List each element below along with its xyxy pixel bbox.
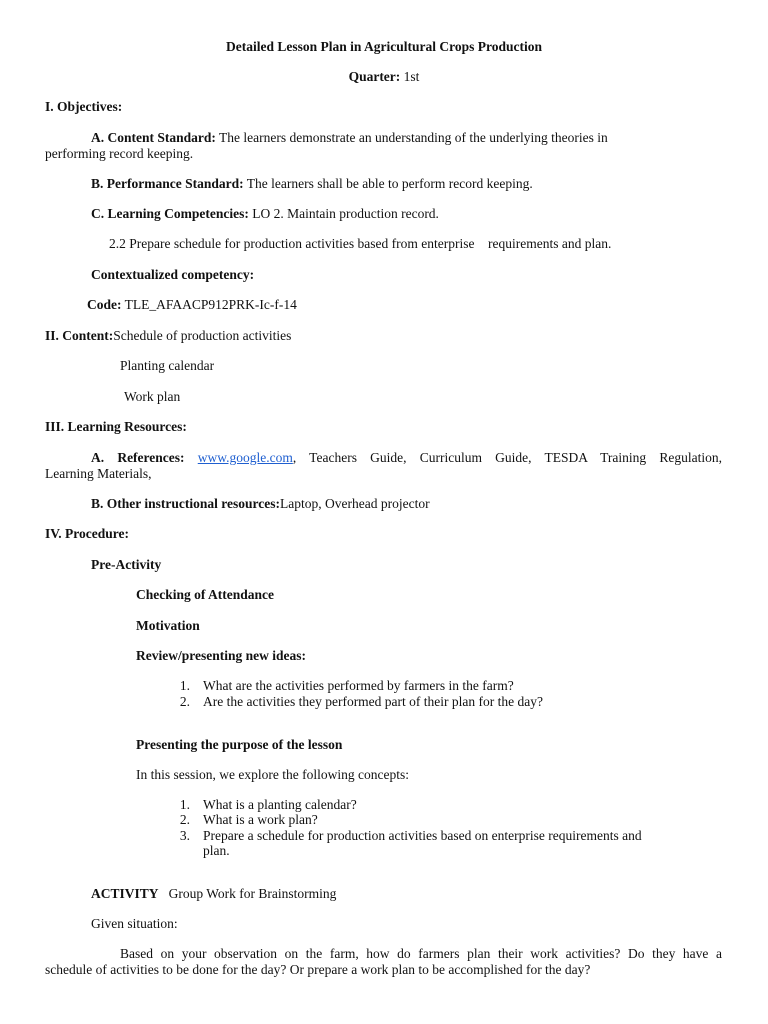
- performance-standard: [91, 176, 533, 192]
- content-standard-text: The learners demonstrate an understanding of the underlying theories in: [215, 130, 608, 145]
- situation-line-1: Based on your observation on the farm, how do farmers plan their work activities? Do they have a: [120, 946, 722, 961]
- references-label: A. References:: [91, 450, 185, 465]
- session-intro: In this session, we explore the following concepts:: [136, 767, 409, 782]
- learning-competencies-label: C. Learning Competencies:: [91, 206, 249, 221]
- code-line: [87, 297, 297, 313]
- quarter-line: [0, 69, 768, 85]
- code-label: Code:: [87, 297, 122, 312]
- situation-text: [45, 946, 722, 962]
- other-resources-text: Laptop, Overhead projector: [280, 496, 430, 511]
- content-standard: [91, 130, 608, 146]
- references-cont: Learning Materials,: [45, 466, 152, 481]
- code-value: TLE_AFAACP912PRK-Ic-f-14: [121, 297, 297, 312]
- list-number: 2.: [179, 694, 190, 709]
- resources-heading: III. Learning Resources:: [45, 419, 187, 434]
- content-section: [45, 328, 291, 344]
- review-heading: Review/presenting new ideas:: [136, 648, 306, 663]
- content-standard-cont: performing record keeping.: [45, 146, 194, 161]
- competency-sub-item: 2.2 Prepare schedule for production activities based from enterprise requirements and plan.: [109, 236, 612, 251]
- performance-standard-label: B. Performance Standard:: [91, 176, 244, 191]
- activity-label: ACTIVITY: [91, 886, 159, 901]
- content-item: Planting calendar: [120, 358, 215, 373]
- other-resources-label: B. Other instructional resources:: [91, 496, 280, 511]
- objectives-heading: I. Objectives:: [45, 99, 123, 114]
- procedure-heading: IV. Procedure:: [45, 526, 129, 541]
- list-number: 3.: [179, 828, 190, 843]
- concept-item: What is a work plan?: [203, 812, 318, 827]
- given-situation: Given situation:: [91, 916, 178, 931]
- document-title: Detailed Lesson Plan in Agricultural Crops Production: [225, 39, 543, 54]
- content-standard-label: A. Content Standard:: [91, 130, 216, 145]
- list-number: 2.: [179, 812, 190, 827]
- contextualized-competency: Contextualized competency:: [91, 267, 255, 282]
- references-line: [45, 450, 722, 466]
- activity-line: [91, 886, 336, 902]
- performance-standard-text: The learners shall be able to perform record keeping.: [243, 176, 533, 191]
- purpose-heading: Presenting the purpose of the lesson: [136, 737, 343, 752]
- list-number: 1.: [179, 797, 190, 812]
- pre-activity-heading: Pre-Activity: [91, 557, 162, 572]
- learning-competencies: [91, 206, 439, 222]
- content-text: Schedule of production activities: [113, 328, 292, 343]
- review-item: Are the activities they performed part of their plan for the day?: [203, 694, 543, 709]
- content-heading: II. Content:: [45, 328, 114, 343]
- list-number: 1.: [179, 678, 190, 693]
- concept-item-cont: plan.: [203, 843, 230, 858]
- concept-item: What is a planting calendar?: [203, 797, 357, 812]
- quarter-label: Quarter:: [348, 69, 401, 84]
- learning-competencies-text: LO 2. Maintain production record.: [248, 206, 439, 221]
- motivation-heading: Motivation: [136, 618, 200, 633]
- quarter-value: 1st: [400, 69, 420, 84]
- activity-text: Group Work for Brainstorming: [158, 886, 337, 901]
- other-resources: [91, 496, 430, 512]
- review-item: What are the activities performed by farmers in the farm?: [203, 678, 514, 693]
- concept-item: Prepare a schedule for production activities based on enterprise requirements and: [203, 828, 642, 843]
- google-link[interactable]: www.google.com: [197, 450, 293, 465]
- situation-text-cont: schedule of activities to be done for the day? Or prepare a work plan to be accomplished for the day?: [45, 962, 591, 977]
- content-item: Work plan: [124, 389, 181, 404]
- attendance-heading: Checking of Attendance: [136, 587, 274, 602]
- references-rest: , Teachers Guide, Curriculum Guide, TESDA Training Regulation,: [292, 450, 722, 465]
